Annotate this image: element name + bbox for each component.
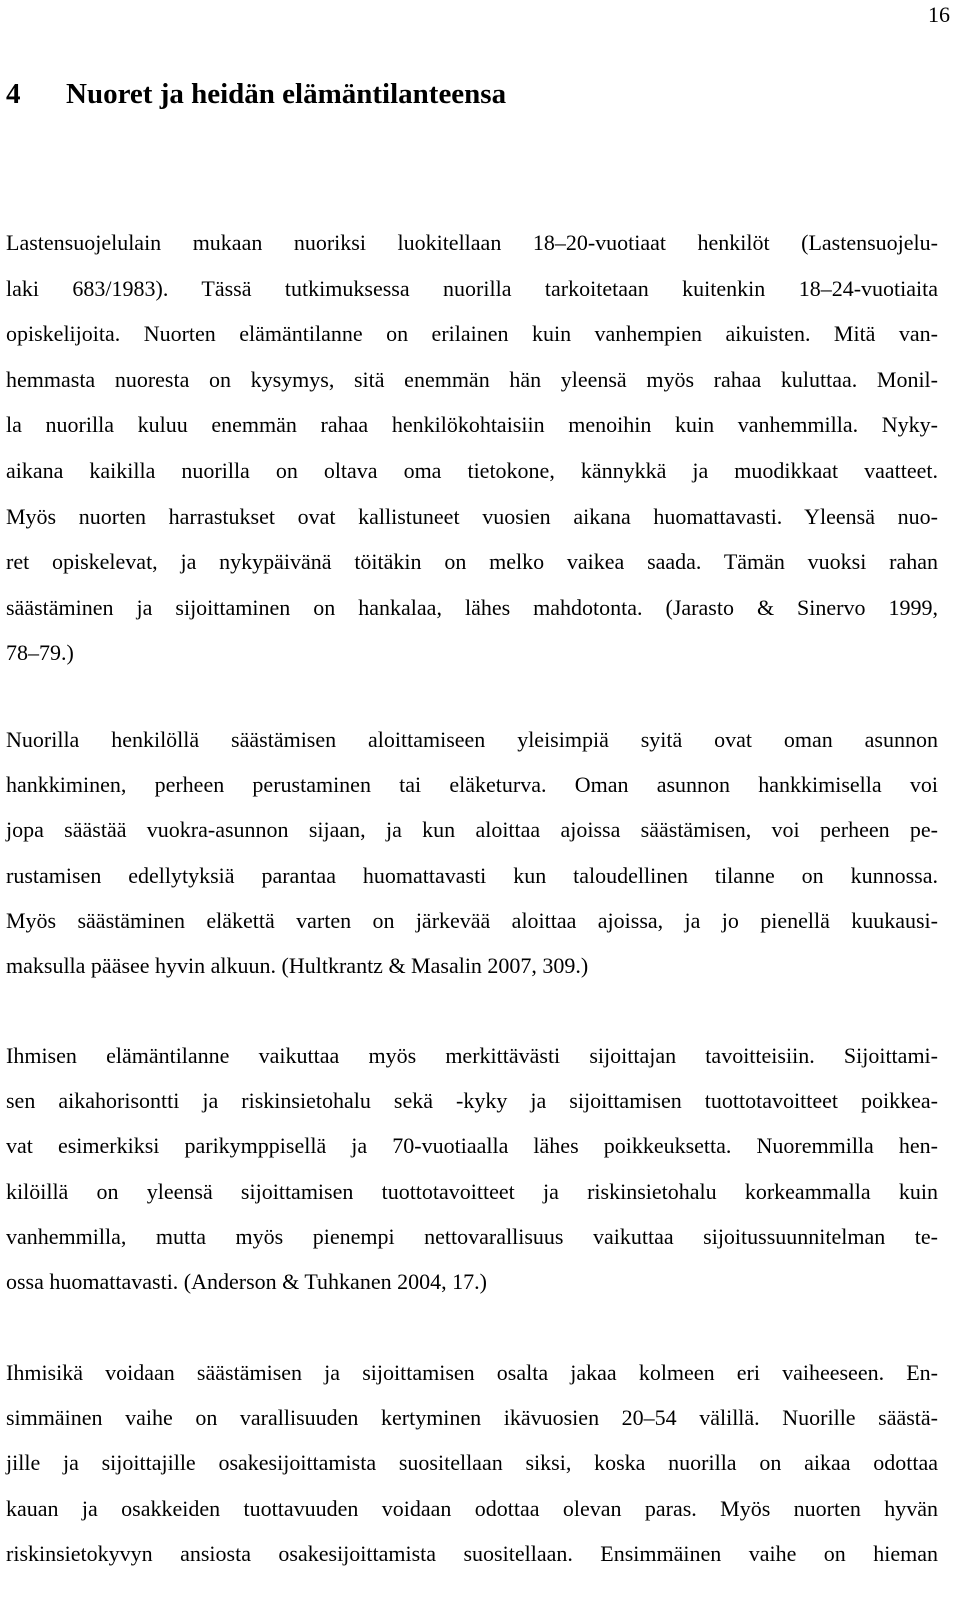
- chapter-heading: [6, 76, 506, 112]
- text-line: vat esimerkiksi parikymppisellä ja 70-vuotiaalla lähes poikkeuksetta. Nuoremmilla hen-: [6, 1133, 938, 1159]
- paragraph-life-phases: [6, 1350, 938, 1576]
- page-number: 16: [928, 2, 950, 27]
- text-line: kilöillä on yleensä sijoittamisen tuottotavoitteet ja riskinsietohalu korkeammalla kuin: [6, 1178, 938, 1204]
- text-line: la nuorilla kuluu enemmän rahaa henkilökohtaisiin menoihin kuin vanhemmilla. Nyky-: [6, 412, 938, 438]
- text-line: Myös nuorten harrastukset ovat kallistuneet vuosien aikana huomattavasti. Yleensä nuo-: [6, 503, 938, 529]
- text-line: vanhemmilla, mutta myös pienempi nettovarallisuus vaikuttaa sijoitussuunnitelman te-: [6, 1223, 938, 1249]
- text-line: rustamisen edellytyksiä parantaa huomattavasti kun taloudellinen tilanne on kunnossa.: [6, 862, 938, 888]
- text-line: Ihmisen elämäntilanne vaikuttaa myös merkittävästi sijoittajan tavoitteisiin. Sijoittami-: [6, 1043, 938, 1068]
- text-line: säästäminen ja sijoittaminen on hankalaa, lähes mahdotonta. (Jarasto & Sinervo 1999,: [6, 594, 938, 620]
- text-line: Ihmisikä voidaan säästämisen ja sijoittamisen osalta jakaa kolmeen eri vaiheeseen. En-: [6, 1360, 938, 1385]
- text-line: kauan ja osakkeiden tuottavuuden voidaan odottaa olevan paras. Myös nuorten hyvän: [6, 1495, 938, 1521]
- text-line: riskinsietokyvyn ansiosta osakesijoittamista suositellaan. Ensimmäinen vaihe on hieman: [6, 1540, 938, 1566]
- chapter-title: Nuoret ja heidän elämäntilanteensa: [66, 78, 507, 110]
- text-line: hemmasta nuoresta on kysymys, sitä enemmän hän yleensä myös rahaa kuluttaa. Monil-: [6, 366, 938, 392]
- text-line: laki 683/1983). Tässä tutkimuksessa nuorilla tarkoitetaan kuitenkin 18–24-vuotiaita: [6, 275, 938, 301]
- paragraph-investor-goals: [6, 1033, 938, 1304]
- text-line: ret opiskelevat, ja nykypäivänä töitäkin on melko vaikea saada. Tämän vuoksi rahan: [6, 549, 938, 575]
- chapter-number: 4: [6, 78, 21, 110]
- paragraph-age-definition: [6, 220, 938, 676]
- paragraph-saving-reasons: [6, 717, 938, 988]
- text-line: hankkiminen, perheen perustaminen tai eläketurva. Oman asunnon hankkimisella voi: [6, 772, 938, 798]
- text-line: ossa huomattavasti. (Anderson & Tuhkanen 2004, 17.): [6, 1268, 487, 1294]
- text-line: 78–79.): [6, 640, 74, 666]
- text-line: maksulla pääsee hyvin alkuun. (Hultkrantz & Masalin 2007, 309.): [6, 952, 589, 978]
- text-line: sen aikahorisontti ja riskinsietohalu sekä -kyky ja sijoittamisen tuottotavoitteet poikkea-: [6, 1088, 938, 1114]
- text-line: Nuorilla henkilöllä säästämisen aloittamiseen yleisimpiä syitä ovat oman asunnon: [6, 727, 938, 752]
- text-line: Myös säästäminen eläkettä varten on järkevää aloittaa ajoissa, ja jo pienellä kuukausi-: [6, 907, 938, 933]
- text-line: aikana kaikilla nuorilla on oltava oma tietokone, kännykkä ja muodikkaat vaatteet.: [6, 457, 938, 483]
- text-line: jopa säästää vuokra-asunnon sijaan, ja kun aloittaa ajoissa säästämisen, voi perheen pe-: [6, 817, 938, 843]
- text-line: opiskelijoita. Nuorten elämäntilanne on erilainen kuin vanhempien aikuisten. Mitä van-: [6, 321, 938, 347]
- text-line: jille ja sijoittajille osakesijoittamista suositellaan siksi, koska nuorilla on aikaa odottaa: [6, 1450, 938, 1476]
- text-line: simmäinen vaihe on varallisuuden kertyminen ikävuosien 20–54 välillä. Nuorille säästä-: [6, 1405, 938, 1431]
- text-line: Lastensuojelulain mukaan nuoriksi luokitellaan 18–20-vuotiaat henkilöt (Lastensuojelu-: [6, 230, 938, 255]
